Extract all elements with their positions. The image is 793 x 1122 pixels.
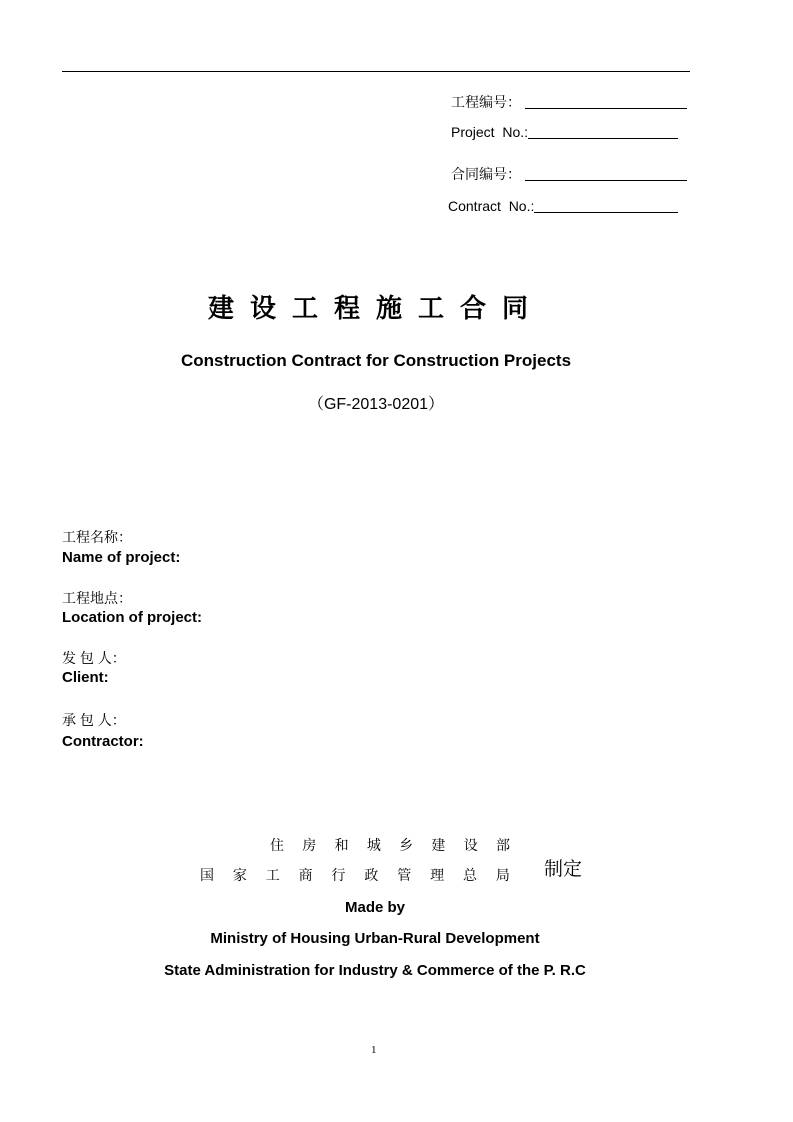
admin-en: State Administration for Industry & Commerce of the P. R.C (164, 962, 586, 979)
project-name-en: Name of project: (62, 549, 181, 566)
char: 设 (463, 837, 478, 853)
project-name-cn: 工程名称： (62, 529, 132, 545)
header-rule (62, 71, 690, 72)
made-by: Made by (344, 899, 405, 916)
contract-no-cn-field (451, 166, 687, 181)
title-en: Construction Contract for Construction Projects (180, 351, 572, 370)
issuer-admin-cn (200, 868, 510, 882)
issuer-ministry-cn (270, 838, 510, 852)
char: 工 (265, 867, 280, 883)
project-no-cn-field (451, 94, 687, 109)
char: 政 (364, 867, 379, 883)
char: 建 (431, 837, 446, 853)
char: 行 (331, 867, 346, 883)
char: 城 (366, 837, 381, 853)
contract-no-cn-blank[interactable] (525, 166, 687, 181)
page-number: 1 (371, 1044, 377, 1056)
contractor-cn: 承 包 人： (62, 712, 126, 728)
project-no-cn-blank[interactable] (525, 94, 687, 109)
char: 商 (298, 867, 313, 883)
contract-no-en-blank[interactable] (534, 198, 678, 213)
made-cn: 制定 (544, 859, 583, 880)
char: 和 (334, 837, 349, 853)
client-cn: 发 包 人： (62, 650, 126, 666)
char: 乡 (399, 837, 414, 853)
contract-no-en-label: Contract No.: (448, 198, 535, 214)
project-no-cn-label: 工程编号： (451, 94, 521, 110)
char: 部 (495, 837, 510, 853)
project-no-en-field (451, 124, 678, 139)
char: 住 (270, 837, 284, 853)
client-en: Client: (62, 669, 109, 686)
project-location-cn: 工程地点： (62, 590, 132, 606)
char: 理 (430, 867, 445, 883)
ministry-en: Ministry of Housing Urban-Rural Development (210, 930, 540, 947)
contract-no-en-field (448, 198, 678, 213)
contractor-en: Contractor: (62, 733, 144, 750)
char: 管 (397, 867, 412, 883)
contract-code: （GF-2013-0201） (307, 396, 445, 413)
char: 国 (200, 867, 214, 883)
contract-no-cn-label: 合同编号： (451, 166, 521, 182)
char: 家 (232, 867, 247, 883)
project-location-en: Location of project: (62, 609, 202, 626)
title-cn: 建设工程施工合同 (207, 294, 544, 324)
char: 总 (463, 867, 477, 883)
project-no-en-label: Project No.: (451, 124, 529, 140)
char: 房 (302, 837, 317, 853)
project-no-en-blank[interactable] (528, 124, 678, 139)
char: 局 (495, 867, 510, 883)
